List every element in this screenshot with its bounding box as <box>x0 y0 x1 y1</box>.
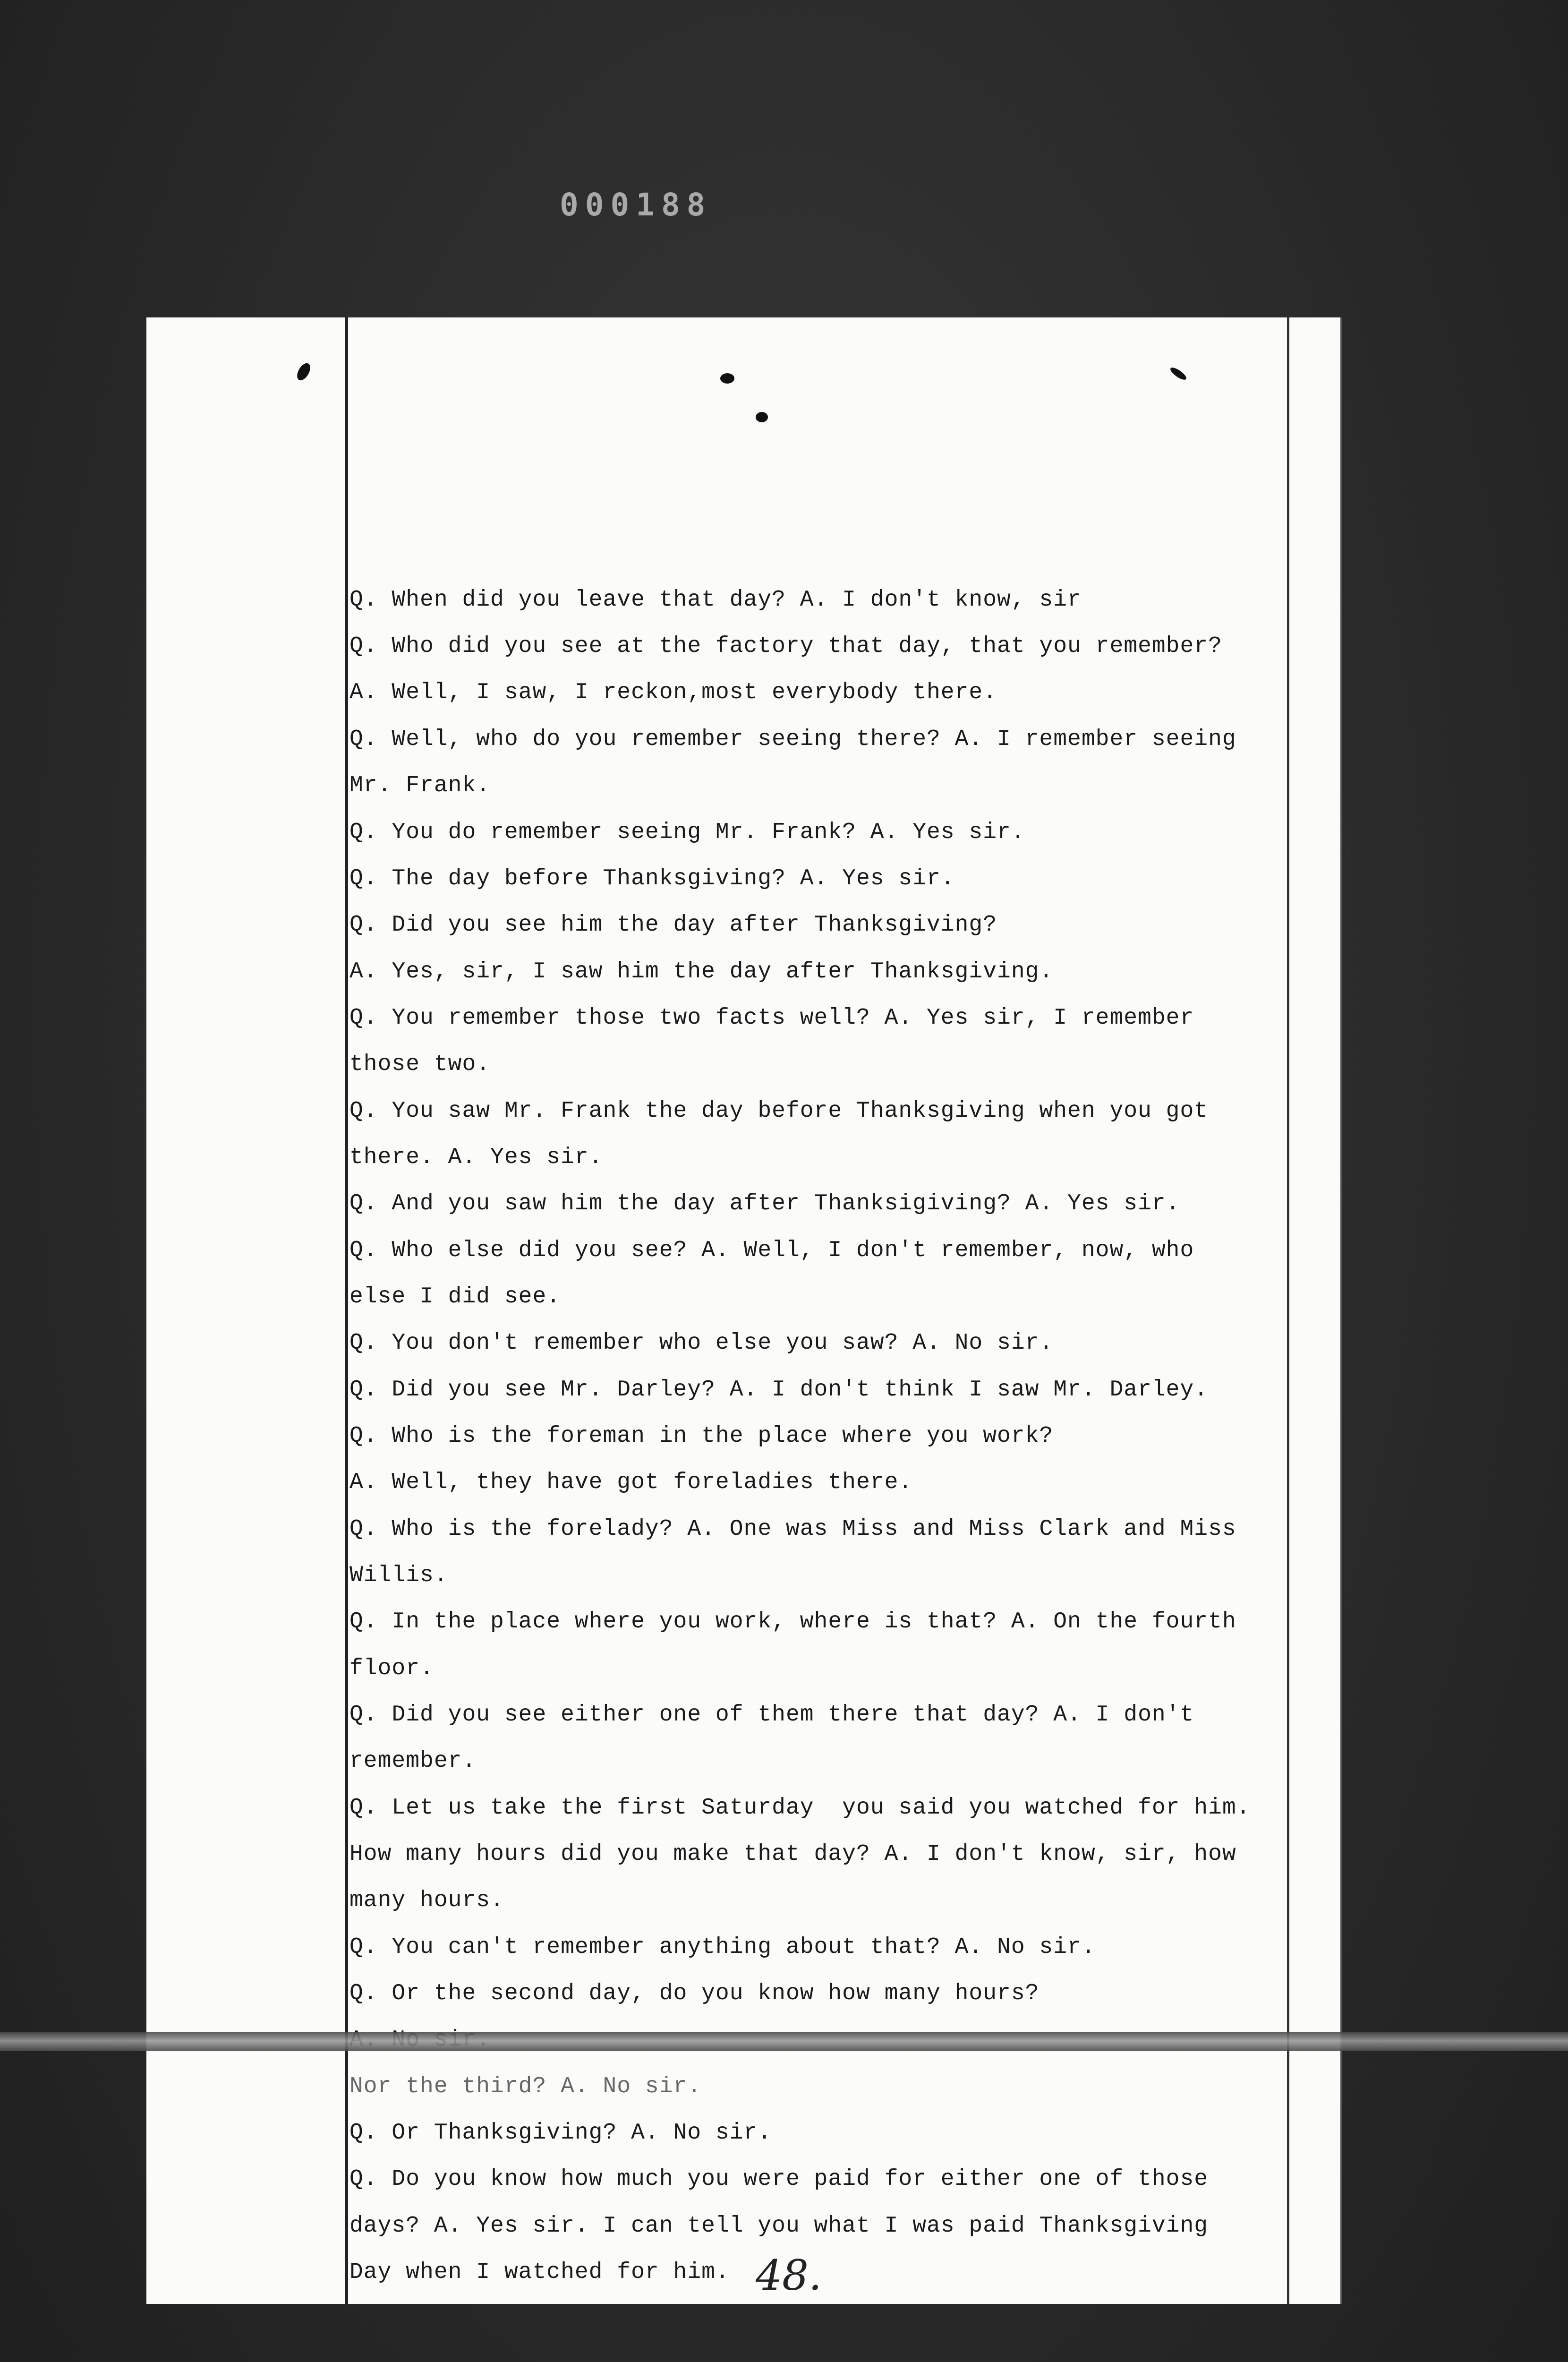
transcript-line: Q. Who did you see at the factory that day, that you remember? <box>349 633 1222 659</box>
transcript-line: Nor the third? A. No sir. <box>349 2074 702 2099</box>
transcript-line: Q. Who is the forelady? A. One was Miss and Miss Clark and Miss <box>349 1516 1236 1542</box>
film-fold-line <box>0 2032 1568 2051</box>
transcript-line: there. A. Yes sir. <box>349 1145 603 1170</box>
transcript-line: Mr. Frank. <box>349 773 491 798</box>
transcript-line: Q. You saw Mr. Frank the day before Thanksgiving when you got <box>349 1098 1209 1124</box>
transcript-line: else I did see. <box>349 1284 561 1309</box>
transcript-line: A. Well, I saw, I reckon,most everybody there. <box>349 680 997 705</box>
transcript-line: How many hours did you make that day? A. I don't know, sir, how <box>349 1841 1236 1867</box>
transcript-line: Q. The day before Thanksgiving? A. Yes sir. <box>349 866 955 891</box>
right-margin-rule <box>1287 317 1289 2304</box>
transcript-line: Q. Did you see Mr. Darley? A. I don't think I saw Mr. Darley. <box>349 1377 1209 1403</box>
frame-number: 000188 <box>560 187 712 223</box>
transcript-line: Q. When did you leave that day? A. I don't know, sir <box>349 587 1082 613</box>
transcript-line: Q. You remember those two facts well? A. Yes sir, I remember <box>349 1005 1194 1031</box>
transcript-line: Q. Well, who do you remember seeing there? A. I remember seeing <box>349 727 1236 752</box>
transcript-line: A. Yes, sir, I saw him the day after Thanksgiving. <box>349 959 1054 984</box>
left-margin-rule <box>345 317 348 2304</box>
ink-speck <box>756 412 768 422</box>
transcript-line: Q. Who else did you see? A. Well, I don't remember, now, who <box>349 1238 1194 1263</box>
page-edge-rule <box>1340 317 1342 2304</box>
ink-speck <box>720 373 734 384</box>
transcript-line: Q. You do remember seeing Mr. Frank? A. Yes sir. <box>349 820 1025 845</box>
transcript-line: A. Well, they have got foreladies there. <box>349 1470 913 1495</box>
transcript-line: Q. Or the second day, do you know how many hours? <box>349 1981 1040 2006</box>
transcript-line: Q. Did you see him the day after Thanksgiving? <box>349 912 997 938</box>
transcript-line: days? A. Yes sir. I can tell you what I was paid Thanksgiving <box>349 2213 1209 2239</box>
ink-speck <box>1169 366 1188 382</box>
ink-speck <box>294 361 313 383</box>
transcript-line: Q. And you saw him the day after Thanksigiving? A. Yes sir. <box>349 1191 1180 1216</box>
transcript-line: remember. <box>349 1748 477 1774</box>
transcript-line: Q. You don't remember who else you saw? A. No sir. <box>349 1330 1054 1356</box>
transcript-line: Q. You can't remember anything about that? A. No sir. <box>349 1934 1096 1960</box>
transcript-line: Q. Or Thanksgiving? A. No sir. <box>349 2120 772 2146</box>
transcript-line: many hours. <box>349 1888 504 1913</box>
transcript-line: floor. <box>349 1656 434 1681</box>
transcript-line: Day when I watched for him. <box>349 2259 730 2285</box>
transcript-line: Q. Who is the foreman in the place where you work? <box>349 1423 1054 1449</box>
page-number: 48. <box>756 2251 822 2300</box>
transcript-line: Q. Do you know how much you were paid for either one of those <box>349 2166 1209 2192</box>
transcript-line: Willis. <box>349 1563 448 1588</box>
transcript-line: Q. Did you see either one of them there that day? A. I don't <box>349 1702 1194 1728</box>
transcript-line: Q. Let us take the first Saturday you said you watched for him. <box>349 1795 1251 1821</box>
transcript-line: Q. In the place where you work, where is that? A. On the fourth <box>349 1609 1236 1635</box>
transcript-line: those two. <box>349 1052 491 1077</box>
